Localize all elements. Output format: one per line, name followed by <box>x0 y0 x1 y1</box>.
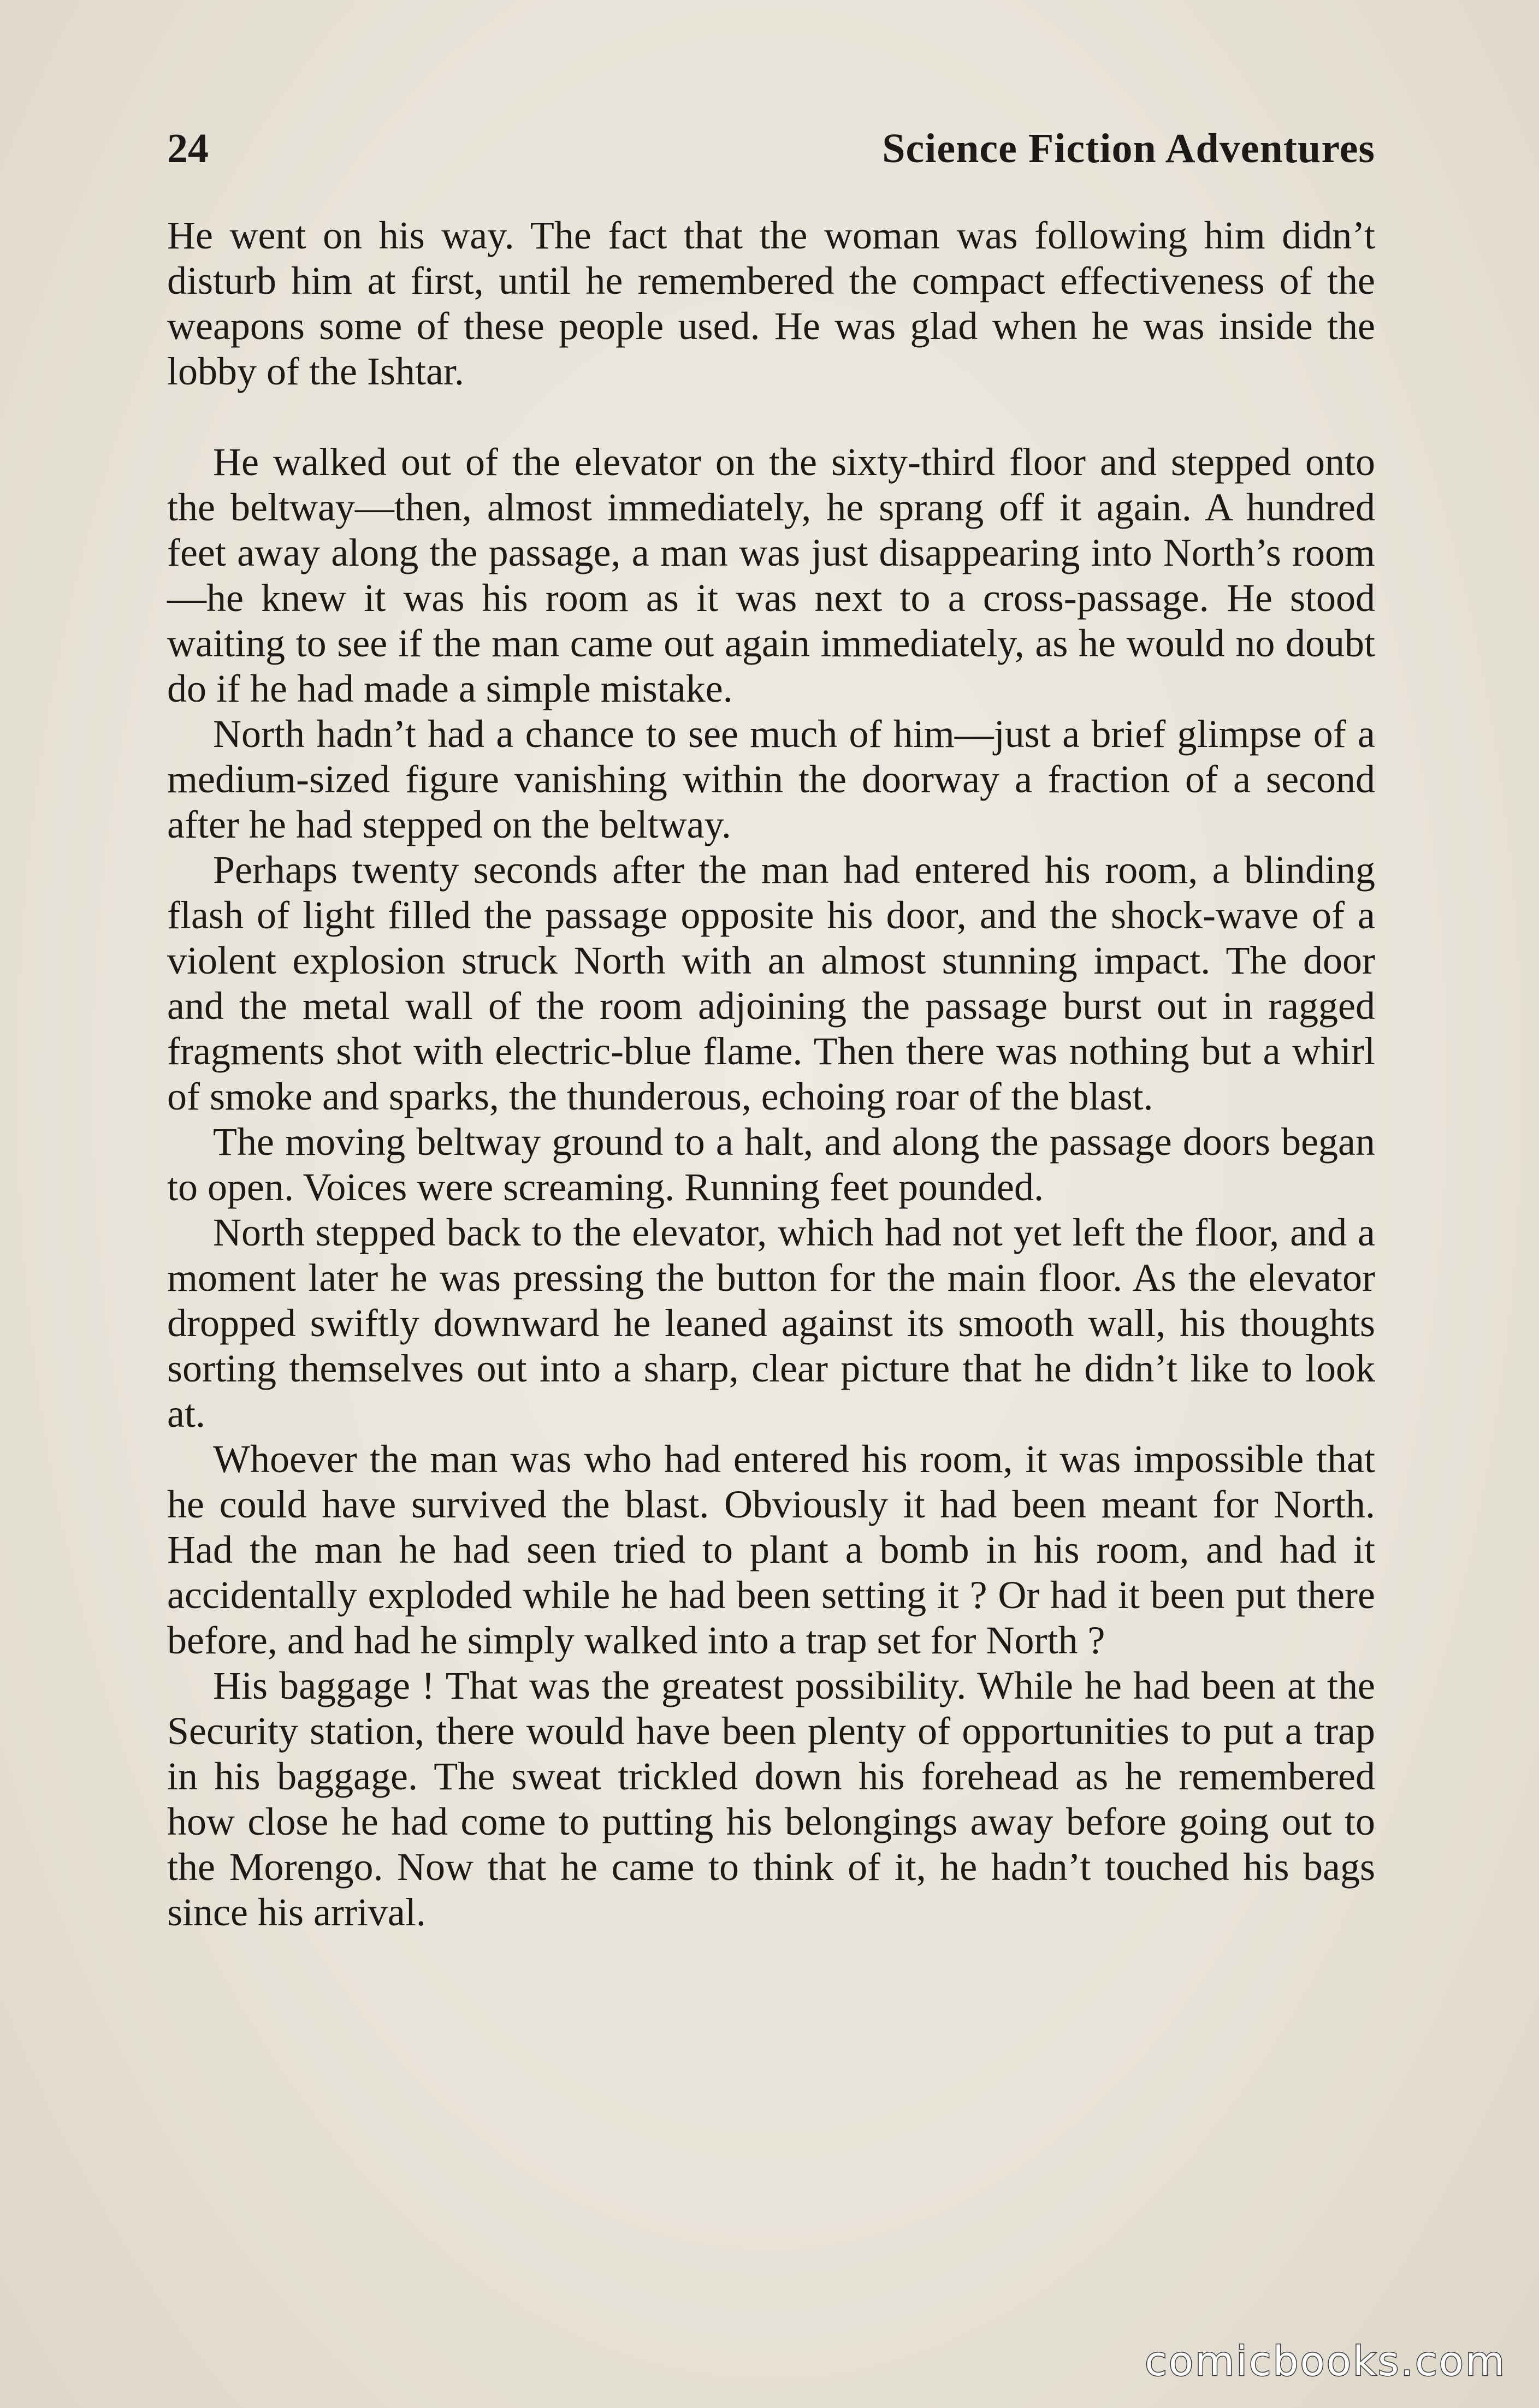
paragraph: He walked out of the elevator on the sixty-third floor and stepped onto the beltway—then, almost immediately, he sprang off it again. A hundred feet away along the passage, a man was just disappearing into North’s room—he knew it was his room as it was next to a cross-passage. He stood waiting to see if the man came out again immediately, as he would no doubt do if he had made a simple mistake. <box>167 440 1375 710</box>
page-header <box>167 121 1375 176</box>
paragraph: North hadn’t had a chance to see much of him—just a brief glimpse of a medium-sized figure vanishing within the doorway a fraction of a second after he had stepped on the beltway. <box>167 712 1375 846</box>
paragraph: His baggage ! That was the greatest possibility. While he had been at the Security station, there would have been plenty of opportunities to put a trap in his baggage. The sweat trickled down his forehead as he remembered how close he had come to putting his belongings away before going out to the Morengo. Now that he came to think of it, he hadn’t touched his bags since his arrival. <box>167 1664 1375 1934</box>
watermark-logo: comicbooks.com <box>1145 2338 1506 2385</box>
running-head: Science Fiction Adventures <box>882 126 1375 171</box>
paragraph: The moving beltway ground to a halt, and along the passage doors began to open. Voices were screaming. Running feet pounded. <box>167 1120 1375 1209</box>
paragraph: He went on his way. The fact that the woman was following him didn’t disturb him at first, until he remembered the compact effectiveness of the weapons some of these people used. He was glad when he was inside the lobby of the Ishtar. <box>167 213 1375 393</box>
paragraph: Whoever the man was who had entered his room, it was impossible that he could have survived the blast. Obviously it had been meant for North. Had the man he had seen tried to plant a bomb in his room, and had it accidentally exploded while he had been setting it ? Or had it been put there before, and had he simply walked into a trap set for North ? <box>167 1437 1375 1662</box>
page-number: 24 <box>167 126 209 171</box>
paragraph: North stepped back to the elevator, which had not yet left the floor, and a moment later he was pressing the button for the main floor. As the elevator dropped swiftly downward he leaned against its smooth wall, his thoughts sorting themselves out into a sharp, clear picture that he didn’t like to look at. <box>167 1211 1375 1436</box>
paragraph: Perhaps twenty seconds after the man had entered his room, a blinding flash of light filled the passage opposite his door, and the shock-wave of a violent explosion struck North with an almost stunning impact. The door and the metal wall of the room adjoining the passage burst out in ragged fragments shot with electric-blue flame. Then there was nothing but a whirl of smoke and sparks, the thunderous, echoing roar of the blast. <box>167 848 1375 1118</box>
body-text <box>167 213 1375 1935</box>
